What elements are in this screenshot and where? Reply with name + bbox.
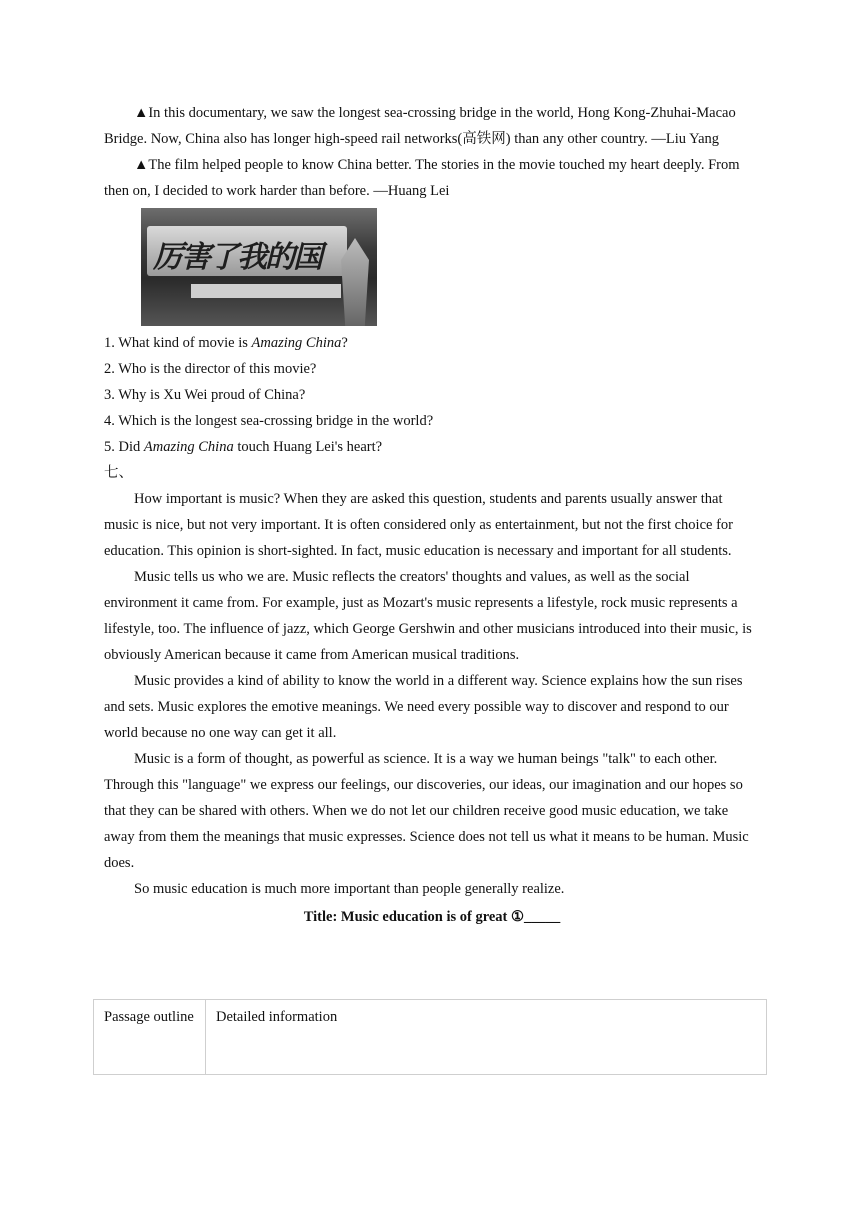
question-2: 2. Who is the director of this movie? [104, 361, 317, 377]
table-row [94, 1000, 767, 1075]
passage-paragraph: How important is music? When they are asked this question, students and parents usually answer that music is nice, but not very important. It is often considered only as entertainment, but not the first choice for education. This opinion is short-sighted. In fact, music education is necessary and important for all students. [104, 491, 733, 559]
poster-strip [191, 284, 341, 298]
passage-paragraph: Music is a form of thought, as powerful as science. It is a way we human beings "talk" to each other. Through this "language" we express our feelings, our discoveries, our ideas, our imagination and our hopes so that they can be shared with others. When we do not let our children receive good music education, we take away from them the meanings that music expresses. Science does not tell us what it means to be human. Music does. [104, 751, 749, 871]
passage-paragraph: Music tells us who we are. Music reflects the creators' thoughts and values, as well as the social environment it came from. For example, just as Mozart's music represents a lifestyle, rock music represents a lifestyle, too. The influence of jazz, which George Gershwin and other musicians introduced into their music, is obviously American because it came from American musical traditions. [104, 569, 752, 663]
question-4: 4. Which is the longest sea-crossing bridge in the world? [104, 413, 434, 429]
section-number: 七、 [104, 465, 133, 481]
table-header-detailed-information: Detailed information [206, 1000, 767, 1075]
question-5: 5. Did Amazing China touch Huang Lei's heart? [104, 439, 383, 455]
question-3: 3. Why is Xu Wei proud of China? [104, 387, 306, 403]
outline-title: Title: Music education is of great ①_____ [303, 909, 561, 925]
review-liu-yang: ▲In this documentary, we saw the longest sea-crossing bridge in the world, Hong Kong-Zhuhai-Macao Bridge. Now, China also has longer high-speed rail networks(高铁网) than any other country. —Liu Yang [104, 105, 736, 147]
review-huang-lei: ▲The film helped people to know China better. The stories in the movie touched my heart deeply. From then on, I decided to work harder than before. —Huang Lei [104, 157, 740, 199]
outline-table [93, 999, 767, 1075]
question-1: 1. What kind of movie is Amazing China? [104, 335, 348, 351]
passage-paragraph: So music education is much more important than people generally realize. [134, 881, 565, 897]
passage-paragraph: Music provides a kind of ability to know the world in a different way. Science explains how the sun rises and sets. Music explores the emotive meanings. We need every possible way to discover and respond to our world because no one way can get it all. [104, 673, 743, 741]
poster-calligraphy: 厉害了我的国 [153, 240, 321, 275]
table-header-passage-outline: Passage outline [94, 1000, 206, 1075]
movie-poster-image [141, 208, 377, 326]
document-page [104, 100, 760, 930]
